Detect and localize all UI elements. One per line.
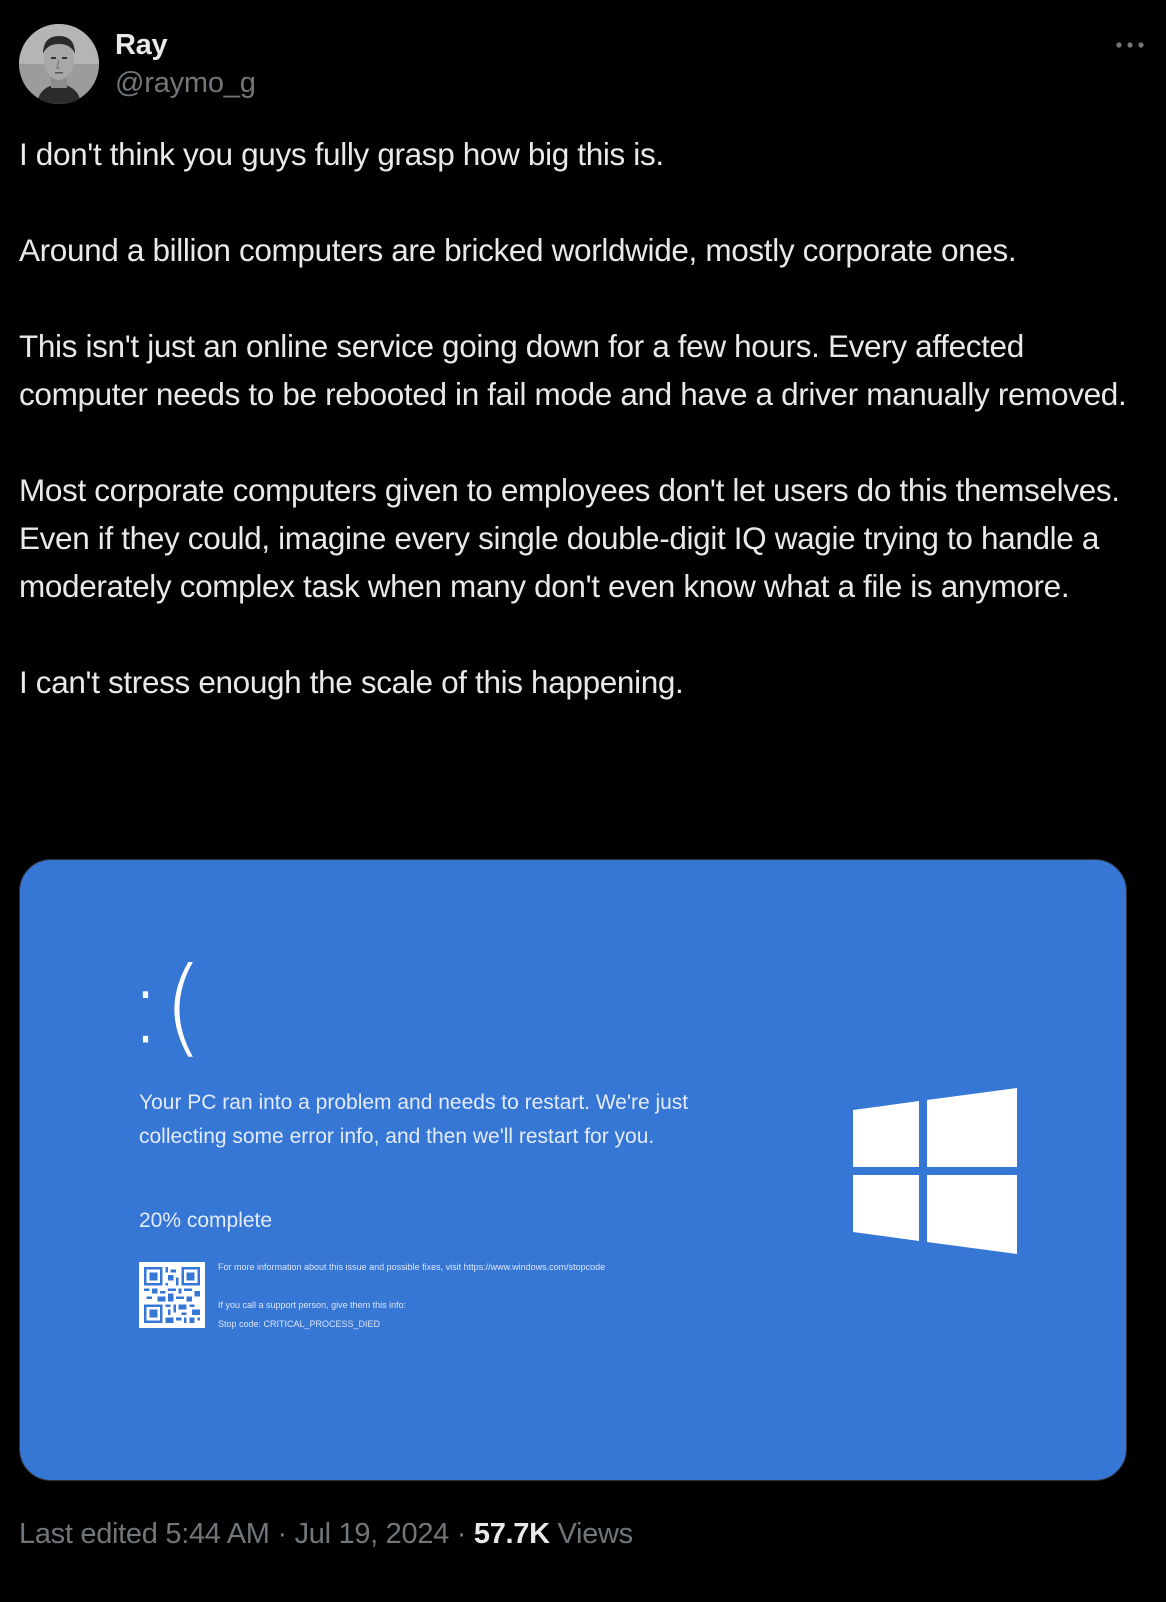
- tweet-paragraph-5: I can't stress enough the scale of this happening.: [19, 664, 684, 700]
- bsod-message: Your PC ran into a problem and needs to restart. We're just collecting some error info, and then we'll restart for you.: [139, 1091, 689, 1148]
- tweet-paragraph-1: I don't think you guys fully grasp how big this is.: [19, 136, 664, 172]
- author-names: [115, 26, 256, 102]
- qr-code-icon: [139, 1262, 205, 1328]
- bsod-screen: [20, 860, 1126, 1480]
- bsod-progress: 20% complete: [139, 1209, 273, 1232]
- views-count[interactable]: 57.7K: [473, 1518, 550, 1550]
- meta-separator: ·: [456, 1518, 467, 1550]
- tweet-media-image[interactable]: [19, 859, 1127, 1481]
- bsod-support-line: If you call a support person, give them this info:: [218, 1300, 407, 1310]
- windows-logo-icon: [853, 1088, 1017, 1254]
- bsod-stop-code: Stop code: CRITICAL_PROCESS_DIED: [218, 1319, 381, 1329]
- author-display-name[interactable]: Ray: [115, 29, 168, 61]
- avatar[interactable]: [19, 24, 99, 104]
- views-label: Views: [557, 1518, 633, 1550]
- more-icon[interactable]: [1113, 32, 1147, 58]
- tweet-meta: [19, 1514, 633, 1554]
- tweet-paragraph-2: Around a billion computers are bricked worldwide, mostly corporate ones.: [19, 232, 1017, 268]
- tweet-header: [19, 24, 1147, 104]
- tweet-paragraph-4: Most corporate computers given to employees don't let users do this themselves. Even if they could, imagine every single double-digit IQ wagie trying to handle a moderately complex task when many don't even know what a file is anymore.: [19, 472, 1120, 604]
- tweet-date[interactable]: Jul 19, 2024: [294, 1518, 449, 1550]
- sad-face-emoticon: :(: [128, 943, 204, 1069]
- edited-label[interactable]: Last edited: [19, 1518, 158, 1550]
- bsod-more-info: For more information about this issue and possible fixes, visit https://www.windows.com/stopcode: [218, 1262, 606, 1272]
- tweet-paragraph-3: This isn't just an online service going down for a few hours. Every affected computer needs to be rebooted in fail mode and have a driver manually removed.: [19, 328, 1127, 412]
- avatar-photo: [19, 24, 99, 104]
- tweet-time[interactable]: 5:44 AM: [165, 1518, 270, 1550]
- meta-separator: ·: [277, 1518, 287, 1550]
- author-handle[interactable]: @raymo_g: [115, 67, 256, 99]
- tweet-text: [19, 130, 1154, 706]
